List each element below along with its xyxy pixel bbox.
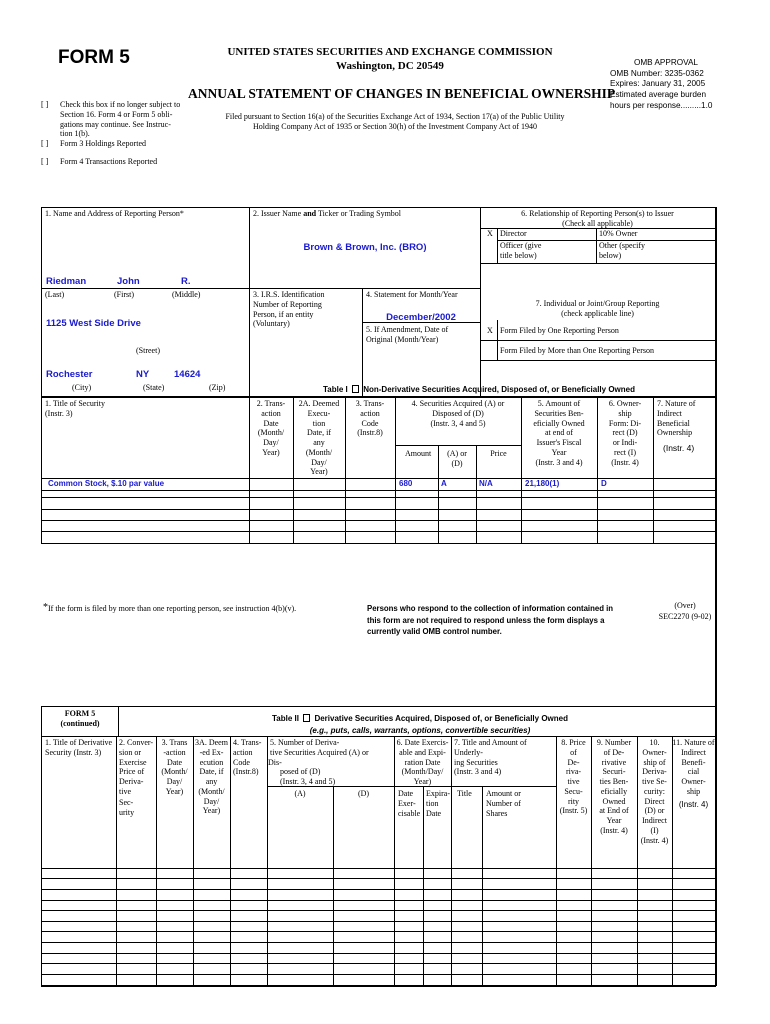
t1-row-form[interactable]: D xyxy=(601,479,607,488)
other-label: Other (specify below) xyxy=(599,241,645,260)
omb-title: OMB APPROVAL xyxy=(633,58,698,67)
t2-col-number-owned: 9. Number of De- rivative Securi- ties Ben- eficially Owned at End of Year (Instr. 4) xyxy=(596,738,632,835)
state-label: (State) xyxy=(143,383,165,392)
one-person-checkbox[interactable]: X xyxy=(487,326,493,335)
t2-col-date-exercisable: Date Exer- cisable xyxy=(398,789,421,818)
t1-col-nature: 7. Nature of Indirect Beneficial Ownership xyxy=(657,399,696,438)
t2-col-trans-code: 4. Trans- action Code (Instr.8) xyxy=(233,738,262,777)
t1-col-a-or-d: (A) or (D) xyxy=(447,449,467,468)
t2-col-trans-date: 3. Trans -action Date (Month/ Day/ Year) xyxy=(161,738,188,796)
form-title: FORM 5 xyxy=(58,47,130,68)
agency-name: UNITED STATES SECURITIES AND EXCHANGE COMMISSION xyxy=(227,46,553,58)
irs-id-label: 3. I.R.S. Identification Number of Reporting Person, if an entity (Voluntary) xyxy=(253,290,325,329)
t1-col-title-security: 1. Title of Security (Instr. 3) xyxy=(45,399,106,418)
t1-col-amount: Amount xyxy=(405,449,432,458)
last-label: (Last) xyxy=(45,290,65,299)
t1-col-securities-acquired: 4. Securities Acquired (A) or Disposed of (D) (Instr. 3, 4 and 5) xyxy=(411,399,505,428)
ten-pct-owner-label: 10% Owner xyxy=(599,229,638,238)
omb-respond-notice: Persons who respond to the collection of information contained in this form are not required to respond unless the form displays a currently valid OMB control number. xyxy=(367,604,614,637)
more-persons-label: Form Filed by More than One Reporting Person xyxy=(500,346,654,355)
first-label: (First) xyxy=(114,290,134,299)
no-longer-subject-text: Check this box if no longer subject to Section 16. Form 4 or Form 5 obli- gations may continue. See Instruc- tion 1(b). xyxy=(60,100,181,139)
t2-col-disposed: posed of (D) (Instr. 3, 4 and 5) xyxy=(280,767,336,786)
t2-col-expiration: Expira- tion Date xyxy=(426,789,450,818)
table2-box-icon xyxy=(303,714,310,722)
middle-label: (Middle) xyxy=(172,290,201,299)
form4-checkbox[interactable]: [ ] xyxy=(41,157,49,166)
t2-col-underlying-title: Title xyxy=(457,789,472,798)
footnote-text: If the form is filed by more than one reporting person, see instruction 4(b)(v). xyxy=(48,604,297,613)
omb-number: OMB Number: 3235-0362 xyxy=(610,68,704,78)
amendment-label: 5. If Amendment, Date of Original (Month/Year) xyxy=(366,325,449,344)
t2-col-price: 8. Price of De- riva- tive Secu- rity (Instr. 5) xyxy=(559,738,588,816)
t1-row-a-or-d[interactable]: A xyxy=(441,479,447,488)
multiple-persons-note xyxy=(43,602,333,614)
t2-col-conversion: 2. Conver- sion or Exercise Price of Deriva- tive xyxy=(119,738,154,796)
t1-col-deemed-date: 2A. Deemed Execu- tion Date, if any (Month/ Day/ Year) xyxy=(298,399,340,477)
t2-col-underlying: 7. Title and Amount of Underly- ing Securities (Instr. 3 and 4) xyxy=(454,738,527,777)
form4-text: Form 4 Transactions Reported xyxy=(60,157,158,166)
t1-col-trans-code: 3. Trans- action Code (Instr.8) xyxy=(355,399,385,438)
t2-col-derivative-acquired: 5. Number of Deriva- tive Securities Acquired (A) or xyxy=(270,738,369,757)
t2-col-disposed-d: (D) xyxy=(357,789,370,798)
zip-label: (Zip) xyxy=(209,383,226,392)
t2-col-deemed-date: 3A. Deem -ed Ex- ecution Date, if any (Month/ Day/ Year) xyxy=(195,738,228,816)
state-value[interactable]: NY xyxy=(136,369,150,380)
footnote-asterisk: * xyxy=(43,602,48,613)
statement-month-label: 4. Statement for Month/Year xyxy=(366,290,458,299)
form3-text: Form 3 Holdings Reported xyxy=(60,139,146,148)
t1-row-security[interactable]: Common Stock, $.10 par value xyxy=(48,479,165,488)
omb-hours: hours per response.........1.0 xyxy=(610,100,713,110)
last-name-value[interactable]: Riedman xyxy=(46,276,87,287)
form5-continued-label: FORM 5 (continued) xyxy=(60,709,100,728)
middle-name-value[interactable]: R. xyxy=(181,276,191,287)
table1-box-icon xyxy=(352,385,359,393)
reporting-person-label: 1. Name and Address of Reporting Person* xyxy=(45,209,184,218)
city-label: (City) xyxy=(72,383,92,392)
omb-burden: Estimated average burden xyxy=(610,89,707,99)
street-label: (Street) xyxy=(136,346,160,355)
issuer-label xyxy=(253,209,401,219)
t2-col-exercise-dates: 6. Date Exercis- able and Expi- ration Date (Month/Day/ Year) xyxy=(396,738,449,786)
t1-row-owned[interactable]: 21,180(1) xyxy=(525,479,560,488)
table1-prefix: Table I xyxy=(323,385,348,394)
t1-col-trans-date: 2. Trans- action Date (Month/ Day/ Year) xyxy=(256,399,286,457)
t2-col-nature-instr: (Instr. 4) xyxy=(678,800,709,809)
issuer-label-a: 2. Issuer Name xyxy=(253,209,304,218)
table2-subtitle: (e.g., puts, calls, warrants, options, convertible securities) xyxy=(309,726,531,735)
director-label: Director xyxy=(500,229,527,238)
no-longer-subject-checkbox[interactable]: [ ] xyxy=(41,100,49,109)
t1-col-price: Price xyxy=(490,449,507,458)
city-value[interactable]: Rochester xyxy=(46,369,93,380)
relationship-label: 6. Relationship of Reporting Person(s) to Issuer (Check all applicable) xyxy=(521,209,674,228)
table2-title-text: Derivative Securities Acquired, Disposed of, or Beneficially Owned xyxy=(314,714,568,723)
t2-col-conversion-security: Sec- urity xyxy=(119,798,135,817)
t2-col-disposed-prefix: Dis- xyxy=(268,758,282,767)
officer-label: Officer (give title below) xyxy=(500,241,542,260)
issuer-value[interactable]: Brown & Brown, Inc. (BRO) xyxy=(303,242,427,253)
t1-col-ownership-form: 6. Owner- ship Form: Di- rect (D) or Indi- rect (I) (Instr. 4) xyxy=(608,399,642,467)
table1-title-text: Non-Derivative Securities Acquired, Disposed of, or Beneficially Owned xyxy=(363,385,635,394)
t2-col-nature: 11. Nature of Indirect Benefi- cial Owner- ship xyxy=(672,738,715,796)
filed-pursuant: Filed pursuant to Section 16(a) of the Securities Exchange Act of 1934, Section 17(a) of the Public Utility Holding Company Act of 1935 or Section 30(h) of the Investment Company Act of 1940 xyxy=(225,112,565,131)
issuer-label-c: Ticker or Trading Symbol xyxy=(316,209,402,218)
omb-approval-box xyxy=(610,58,722,111)
zip-value[interactable]: 14624 xyxy=(174,369,201,380)
street-value[interactable]: 1125 West Side Drive xyxy=(46,318,141,329)
table1-title xyxy=(323,385,635,395)
table2-prefix: Table II xyxy=(272,714,299,723)
t1-col-amount-owned: 5. Amount of Securities Ben- eficially Owned at end of Issuer's Fiscal Year (Instr. 3 and 4) xyxy=(533,399,585,467)
statement-month-value[interactable]: December/2002 xyxy=(386,312,456,323)
t1-col-nature-instr: (Instr. 4) xyxy=(663,443,695,453)
form3-checkbox[interactable]: [ ] xyxy=(41,139,49,148)
t2-col-ownership-form: 10. Owner- ship of Deriva- tive Se- curity: Direct (D) or Indirect (I) (Instr. 4) xyxy=(640,738,669,845)
issuer-label-b: and xyxy=(303,209,317,218)
agency-city: Washington, DC 20549 xyxy=(336,60,444,72)
sec-form-number: SEC2270 (9-02) xyxy=(658,612,712,621)
t1-row-price[interactable]: N/A xyxy=(479,479,493,488)
director-checkbox[interactable]: X xyxy=(487,229,493,238)
first-name-value[interactable]: John xyxy=(117,276,140,287)
over-label: (Over) xyxy=(674,601,696,610)
table2-title xyxy=(240,714,600,724)
one-person-label: Form Filed by One Reporting Person xyxy=(500,326,619,335)
omb-expires: Expires: January 31, 2005 xyxy=(610,79,706,89)
t2-col-acquired-a: (A) xyxy=(294,789,306,798)
t2-col-underlying-amount: Amount or Number of Shares xyxy=(486,789,521,818)
individual-joint-label: 7. Individual or Joint/Group Reporting (check applicable line) xyxy=(535,299,660,318)
t1-row-amount[interactable]: 680 xyxy=(399,479,413,488)
statement-title: ANNUAL STATEMENT OF CHANGES IN BENEFICIAL OWNERSHIP xyxy=(188,86,616,101)
t2-col-title: 1. Title of Derivative Security (Instr. 3) xyxy=(45,738,113,757)
